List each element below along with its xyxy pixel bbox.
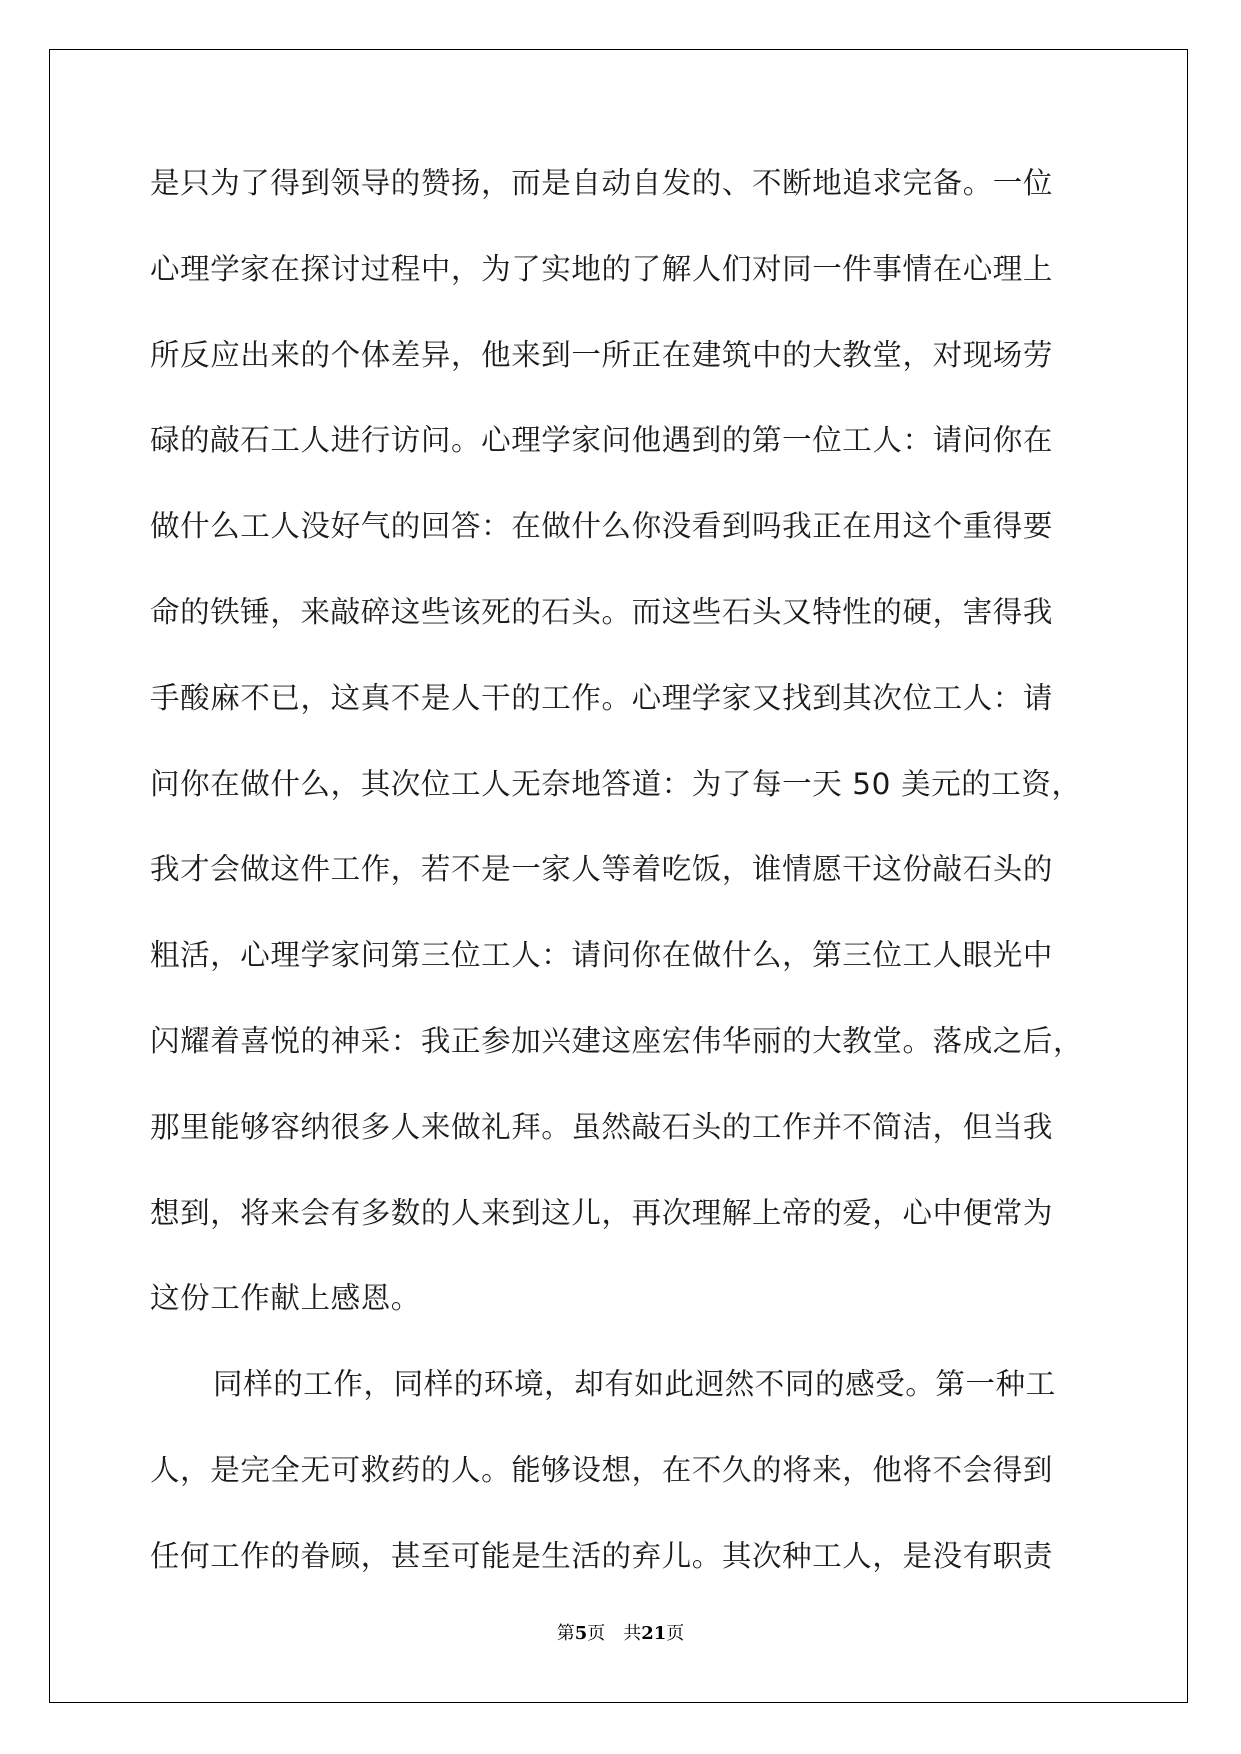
text-line: 任何工作的眷顾，甚至可能是生活的弃儿。其次种工人，是没有职责 <box>150 1538 1054 1573</box>
text-line: 心理学家在探讨过程中，为了实地的了解人们对同一件事情在心理上 <box>150 251 1054 286</box>
page-footer <box>0 1619 1241 1645</box>
page-suffix: 页 <box>587 1623 606 1644</box>
text-line: 我才会做这件工作，若不是一家人等着吃饭，谁情愿干这份敲石头的 <box>150 852 1054 887</box>
body-text <box>150 158 1090 1617</box>
text-line: 闪耀着喜悦的神采：我正参加兴建这座宏伟华丽的大教堂。落成之后， <box>150 1023 1084 1058</box>
text-line: 问你在做什么，其次位工人无奈地答道：为了每一天 50 美元的工资， <box>150 766 1082 801</box>
paragraph-start-line: 同样的工作，同样的环境，却有如此迥然不同的感受。第一种工 <box>213 1367 1056 1402</box>
text-line: 人，是完全无可救药的人。能够设想，在不久的将来，他将不会得到 <box>150 1452 1054 1487</box>
text-line: 粗活，心理学家问第三位工人：请问你在做什么，第三位工人眼光中 <box>150 938 1054 973</box>
page-prefix: 第 <box>556 1623 575 1644</box>
text-line: 命的铁锤，来敲碎这些该死的石头。而这些石头又特性的硬，害得我 <box>150 594 1054 629</box>
text-line: 那里能够容纳很多人来做礼拜。虽然敲石头的工作并不简洁，但当我 <box>150 1109 1054 1144</box>
text-line: 手酸麻不已，这真不是人干的工作。心理学家又找到其次位工人：请 <box>150 680 1054 715</box>
text-line: 所反应出来的个体差异，他来到一所正在建筑中的大教堂，对现场劳 <box>150 337 1054 372</box>
text-line: 是只为了得到领导的赞扬，而是自动自发的、不断地追求完备。一位 <box>150 166 1054 200</box>
text-line: 这份工作献上感恩。 <box>150 1281 421 1316</box>
total-suffix: 页 <box>666 1623 685 1644</box>
page-number: 5 <box>574 1623 588 1644</box>
text-line: 做什么工人没好气的回答：在做什么你没看到吗我正在用这个重得要 <box>150 509 1054 544</box>
text-line: 想到，将来会有多数的人来到这儿，再次理解上帝的爱，心中便常为 <box>150 1195 1054 1230</box>
text-line: 碌的敲石工人进行访问。心理学家问他遇到的第一位工人：请问你在 <box>150 423 1054 458</box>
total-prefix: 共 <box>623 1623 642 1644</box>
total-pages: 21 <box>641 1623 667 1644</box>
